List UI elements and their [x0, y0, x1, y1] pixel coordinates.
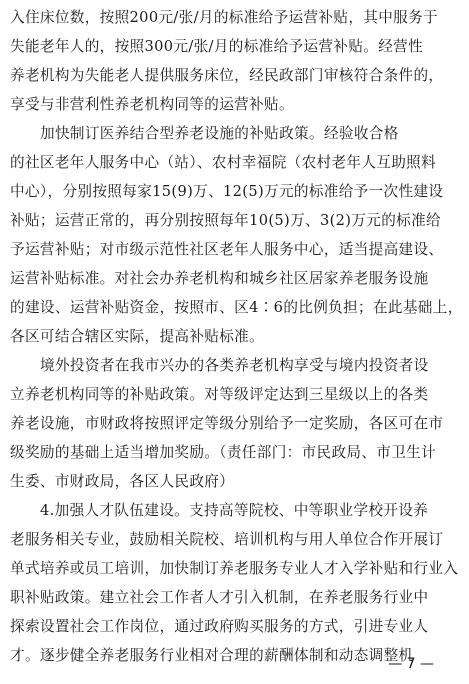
text-line: 养老机构为失能老人提供服务床位，经民政部门审核符合条件的，: [10, 67, 444, 84]
text-line: 的建设、运营补贴资金，按照市、区4∶6的比例负担；在此基础上，: [10, 299, 463, 316]
paragraph-first-line: 4.加强人才队伍建设。支持高等院校、中等职业学校开设养: [40, 502, 429, 519]
text-line: 补贴；运营正常的，再分别按照每年10(5)万、3(2)万元的标准给: [10, 212, 442, 229]
text-line: 老服务相关专业，鼓励相关院校、培训机构与用人单位合作开展订: [10, 531, 444, 548]
paragraph-first-line: 加快制订医养结合型养老设施的补贴政策。经验收合格: [40, 125, 399, 142]
paragraph-first-line: 境外投资者在我市兴办的各类养老机构享受与境内投资者设: [40, 357, 429, 374]
text-line: 享受与非营利性养老机构同等的运营补贴。: [10, 96, 294, 113]
text-line: 运营补贴标准。对社会办养老机构和城乡社区居家养老服务设施: [10, 270, 429, 287]
text-line: 各区可结合辖区实际，提高补贴标准。: [10, 328, 265, 345]
text-line: 失能老年人的，按照300元/张/月的标准给予运营补贴。经营性: [10, 38, 424, 55]
text-line: 生委、市财政局，各区人民政府）: [10, 473, 235, 490]
text-line: 入住床位数，按照200元/张/月的标准给予运营补贴，其中服务于: [10, 9, 438, 26]
text-line: 中心），分别按照每家15(9)万、12(5)万元的标准给予一次性建设: [10, 183, 444, 200]
text-line: 养老设施，市财政将按照评定等级分别给予一定奖励，各区可在市: [10, 415, 444, 432]
text-line: 才。逐步健全养老服务行业相对合理的薪酬体制和动态调整机: [10, 647, 414, 664]
text-line: 单式培养或员工培训，加快制订养老服务专业人才入学补贴和行业入: [10, 560, 459, 577]
text-line: 立养老机构同等的补贴政策。对等级评定达到三星级以上的各类: [10, 386, 429, 403]
text-line: 探索设置社会工作岗位，通过政府购买服务的方式，引进专业人: [10, 618, 429, 635]
text-line: 级奖励的基础上适当增加奖励。（责任部门：市民政局、市卫生计: [10, 444, 437, 461]
text-line: 职补贴政策。建立社会工作者人才引入机制，在养老服务行业中: [10, 589, 429, 606]
text-line: 予运营补贴；对市级示范性社区老年人服务中心，适当提高建设、: [10, 241, 444, 258]
page-number: — 7 —: [388, 656, 434, 672]
text-line: 的社区老年人服务中心（站）、农村幸福院（农村老年人互助照料: [10, 154, 437, 171]
